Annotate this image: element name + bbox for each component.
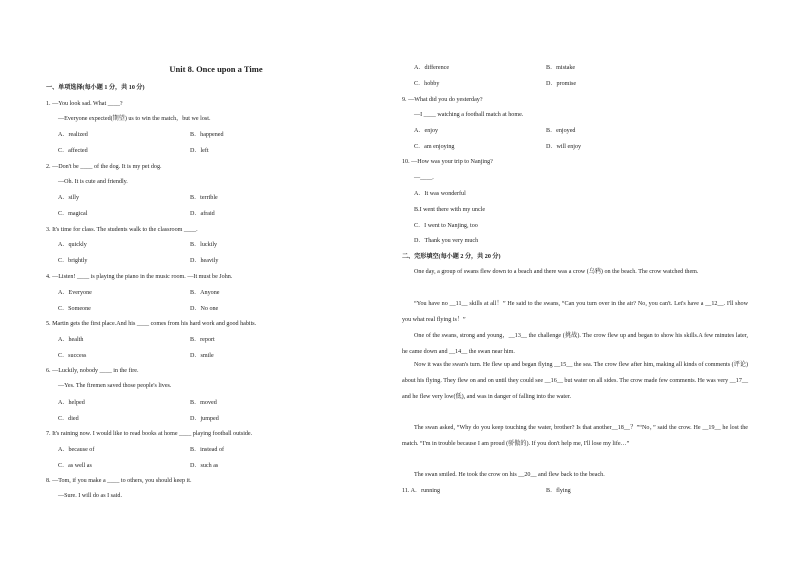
question-2-stem: 2. —Don't be ____ of the dog. It is my pet dog. (46, 164, 162, 170)
question-10-line2: —____. (414, 175, 434, 181)
cloze-paragraph-3: One of the swans, strong and young，__13__ the challenge (挑战). The crow flew up and began to show his skills.A few minutes later, he came down and __14__ the swan near him. (402, 333, 748, 355)
question-2-option-b[interactable]: B．terrible (190, 195, 218, 201)
question-5-option-a[interactable]: A．health (58, 337, 84, 343)
question-2-option-a[interactable]: A．silly (58, 195, 79, 201)
question-5-option-b[interactable]: B．report (190, 337, 215, 343)
question-4-option-a[interactable]: A．Everyone (58, 290, 92, 296)
question-3-option-d[interactable]: D．heavily (190, 258, 219, 264)
question-1-stem: 1. —You look sad. What ____? (46, 101, 123, 107)
question-4-stem: 4. —Listen! ____ is playing the piano in the music room. —It must be John. (46, 274, 233, 280)
question-10-option-c[interactable]: C．I went to Nanjing, too (414, 223, 478, 229)
question-1-option-a[interactable]: A．realized (58, 132, 88, 138)
cloze-paragraph-5: The swan asked, “Why do you keep touching the water, brother? Is that another__18__？”“No，” said the crow. He __19__ he lost the match. “I'm in trouble because I am proud (骄傲的). If you don't help me, I'll lose my life…” (402, 425, 748, 447)
question-10-option-b[interactable]: B.I went there with my uncle (414, 207, 486, 213)
question-10-option-a[interactable]: A．It was wonderful (414, 191, 466, 197)
question-6-line2: —Yes. The firemen saved those people's lives. (58, 383, 172, 389)
question-5-option-c[interactable]: C．success (58, 353, 87, 359)
question-3-stem: 3. It's time for class. The students walk to the classroom ____. (46, 227, 198, 233)
question-7-option-a[interactable]: A．because of (58, 447, 95, 453)
question-2-line2: —Oh. It is cute and friendly. (58, 179, 128, 185)
question-9-option-a[interactable]: A．enjoy (414, 128, 439, 134)
question-6-option-d[interactable]: D．jumped (190, 416, 219, 422)
question-5-stem: 5. Martin gets the first place.And his ____ comes from his hard work and good habits. (46, 321, 257, 327)
question-3-option-b[interactable]: B．luckily (190, 242, 218, 248)
question-8-option-c[interactable]: C．hobby (414, 81, 440, 87)
cloze-paragraph-4: Now it was the swan's turn. He flew up and began flying __15__ the sea. The crow flew after him, making all kinds of comments (评论) about his flying. They flew on and on until they could see __16__ but water on all sides. The crow made few comments. He was very __17__ and he flew very low(低), and was in danger of falling into the water. (402, 362, 748, 400)
cloze-paragraph-1: One day, a group of swans flew down to a beach and there was a crow (乌鸦) on the beach. The crow watched them. (414, 269, 699, 275)
question-8-option-d[interactable]: D．promise (546, 81, 577, 87)
question-1-option-d[interactable]: D．left (190, 148, 209, 154)
question-7-stem: 7. It's raining now. I would like to read books at home ____ playing football outside. (46, 431, 253, 437)
question-6-option-c[interactable]: C．died (58, 416, 79, 422)
question-2-option-d[interactable]: D．afraid (190, 211, 215, 217)
question-11-option-a[interactable]: 11. A．running (402, 488, 441, 494)
section-heading-cloze: 二、完形填空(每小题 2 分，共 20 分) (402, 254, 501, 260)
question-7-option-d[interactable]: D．such as (190, 463, 219, 469)
question-3-option-c[interactable]: C．brightly (58, 258, 88, 264)
question-8-option-b[interactable]: B．mistake (546, 65, 576, 71)
cloze-paragraph-6: The swan smiled. He took the crow on his __20__ and flew back to the beach. (414, 472, 605, 478)
question-8-option-a[interactable]: A．difference (414, 65, 450, 71)
question-9-stem: 9. —What did you do yesterday? (402, 97, 483, 103)
question-1-line2: —Everyone expected(期望) us to win the match，but we lost. (58, 116, 211, 122)
question-3-option-a[interactable]: A．quickly (58, 242, 87, 248)
question-4-option-d[interactable]: D．No one (190, 306, 219, 312)
page-title: Unit 8. Once upon a Time (169, 64, 263, 74)
question-5-option-d[interactable]: D．smile (190, 353, 214, 359)
question-10-option-d[interactable]: D．Thank you very much (414, 238, 479, 244)
question-8-line2: —Sure. I will do as I said. (58, 493, 122, 499)
question-6-option-a[interactable]: A．helped (58, 400, 85, 406)
question-9-line2: —I ____ watching a football match at home. (414, 112, 524, 118)
question-1-option-c[interactable]: C．affected (58, 148, 88, 154)
question-9-option-b[interactable]: B．enjoyed (546, 128, 576, 134)
question-4-option-b[interactable]: B．Anyone (190, 290, 220, 296)
question-9-option-d[interactable]: D．will enjoy (546, 144, 582, 150)
question-2-option-c[interactable]: C．magical (58, 211, 88, 217)
question-10-stem: 10. —How was your trip to Nanjing? (402, 159, 493, 165)
section-heading-multiple-choice: 一、单项选择(每小题 1 分，共 10 分) (46, 85, 145, 91)
question-7-option-b[interactable]: B．instead of (190, 447, 225, 453)
question-8-stem: 8. —Tom, if you make a ____ to others, you should keep it. (46, 478, 192, 484)
question-11-option-b[interactable]: B．flying (546, 488, 571, 494)
question-4-option-c[interactable]: C．Someone (58, 306, 91, 312)
question-9-option-c[interactable]: C．am enjoying (414, 144, 455, 150)
question-1-option-b[interactable]: B．happened (190, 132, 224, 138)
question-7-option-c[interactable]: C．as well as (58, 463, 92, 469)
cloze-paragraph-2: “You have no __11__ skills at all！” He said to the swans, “Can you turn over in the air? No, you can't. Let's have a __12__. I'll show you what real flying is！” (402, 301, 748, 323)
question-6-option-b[interactable]: B．moved (190, 400, 217, 406)
question-6-stem: 6. —Luckily, nobody ____ in the fire. (46, 368, 139, 374)
